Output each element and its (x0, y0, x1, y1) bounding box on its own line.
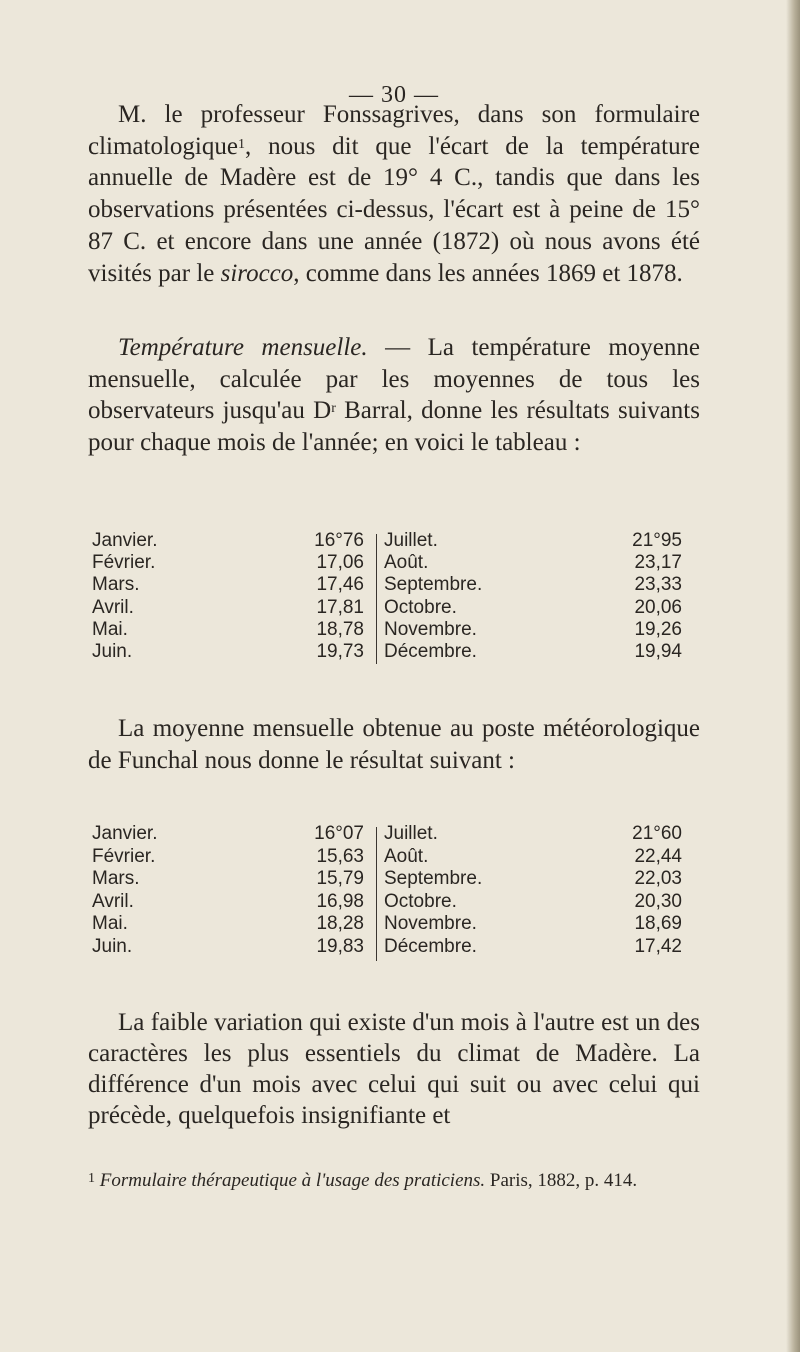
month-cell: Juin. (92, 935, 133, 957)
month-cell: Avril. (92, 890, 134, 912)
footnote-rest: Paris, 1882, p. 414. (485, 1170, 638, 1191)
month-cell: Mars. (92, 574, 140, 596)
paragraph-1-text-a: M. le professeur Fonssagrives, dans son formulaire climatologique (88, 101, 700, 160)
paragraph-fonssagrives (88, 99, 700, 289)
section-heading: Température mensuelle. (118, 334, 368, 361)
temperature-cell: 19,26 (634, 618, 682, 640)
monthly-temperature-table-funchal (92, 823, 682, 959)
month-cell: Janvier. (92, 823, 158, 844)
temperature-cell: 17,42 (634, 935, 682, 957)
footnote-mark: 1 (88, 1171, 95, 1186)
table-row (92, 530, 682, 552)
month-cell: Janvier. (92, 530, 158, 551)
temperature-cell: 18,78 (316, 618, 364, 640)
month-cell: Juillet. (384, 823, 438, 844)
month-cell: Juillet. (384, 530, 438, 551)
temperature-cell: 20,06 (634, 596, 682, 618)
temperature-cell: 18,69 (634, 913, 682, 935)
month-cell: Février. (92, 845, 156, 867)
month-cell: Avril. (92, 596, 134, 618)
month-cell: Mars. (92, 868, 140, 890)
table-row (92, 913, 682, 936)
temperature-cell: 23,33 (634, 574, 682, 596)
month-cell: Août. (384, 552, 429, 574)
table-row (92, 846, 682, 869)
month-cell: Octobre. (384, 890, 457, 912)
month-cell: Novembre. (384, 913, 477, 935)
table-row (92, 641, 682, 663)
temperature-cell: 19,83 (316, 935, 364, 957)
temperature-cell: 17,81 (316, 596, 364, 618)
table-row (92, 936, 682, 959)
page-number: — 30 — (349, 82, 439, 108)
month-cell: Décembre. (384, 935, 477, 957)
temperature-cell: 18,28 (316, 913, 364, 935)
month-cell: Mai. (92, 913, 128, 935)
table-row (92, 868, 682, 891)
month-cell: Février. (92, 552, 156, 574)
temperature-cell: 22,44 (634, 845, 682, 867)
table-row (92, 823, 682, 846)
monthly-temperature-table-observers (92, 530, 682, 663)
month-cell: Septembre. (384, 574, 483, 596)
month-cell: Août. (384, 845, 429, 867)
sirocco-word: sirocco (220, 259, 294, 287)
table-row (92, 574, 682, 596)
temperature-cell: 15,79 (316, 868, 364, 890)
table-row (92, 597, 682, 619)
month-cell: Novembre. (384, 618, 477, 640)
month-cell: Septembre. (384, 868, 483, 890)
temperature-cell: 21°95 (632, 530, 682, 551)
temperature-cell: 15,63 (316, 845, 364, 867)
temperature-cell: 19,73 (316, 640, 364, 662)
month-cell: Mai. (92, 618, 128, 640)
temperature-cell: 22,03 (634, 868, 682, 890)
footnote (88, 1170, 700, 1192)
temperature-cell: 16,98 (316, 890, 364, 912)
doctor-abbrev-sup: r (331, 401, 336, 417)
temperature-cell: 17,46 (316, 574, 364, 596)
temperature-cell: 21°60 (632, 823, 682, 844)
footnote-reference: 1 (237, 136, 245, 152)
month-cell: Juin. (92, 640, 133, 662)
temperature-cell: 16°76 (314, 530, 364, 551)
page-edge-shadow (786, 0, 800, 1352)
paragraph-temperature-mensuelle (88, 332, 700, 459)
table-row (92, 552, 682, 574)
paragraph-2-text-a: — La température moyenne mensuelle, calculée par les moyennes de tous les observateurs jusqu'au D (88, 334, 700, 425)
paragraph-1-text-c: , comme dans les années 1869 et 1878. (293, 259, 683, 287)
paragraph-1-text-b: , nous dit que l'écart de la température annuelle de Madère est de 19° 4 C., tandis que dans les observations présentées ci-dessus, l'écart est à peine de 15° 87 C. et encore dans une année (1872) où nous avons été visités par le (88, 132, 700, 287)
temperature-cell: 17,06 (316, 552, 364, 574)
temperature-cell: 19,94 (634, 640, 682, 662)
table-row (92, 891, 682, 914)
month-cell: Octobre. (384, 596, 457, 618)
footnote-title: Formulaire thérapeutique à l'usage des praticiens. (99, 1170, 486, 1191)
table-row (92, 619, 682, 641)
paragraph-2-text-b: Barral, donne les résultats suivants pour chaque mois de l'année; en voici le tableau : (88, 397, 700, 457)
temperature-cell: 23,17 (634, 552, 682, 574)
paragraph-variation: La faible variation qui existe d'un mois à l'autre est un des caractères les plus essentiels du climat de Madère. La différence d'un mois avec celui qui suit ou avec celui qui précède, quelquefois insignifiante et (88, 1009, 700, 1129)
temperature-cell: 20,30 (634, 890, 682, 912)
month-cell: Décembre. (384, 640, 477, 662)
paragraph-funchal: La moyenne mensuelle obtenue au poste météorologique de Funchal nous donne le résultat suivant : (88, 715, 700, 774)
temperature-cell: 16°07 (314, 823, 364, 844)
